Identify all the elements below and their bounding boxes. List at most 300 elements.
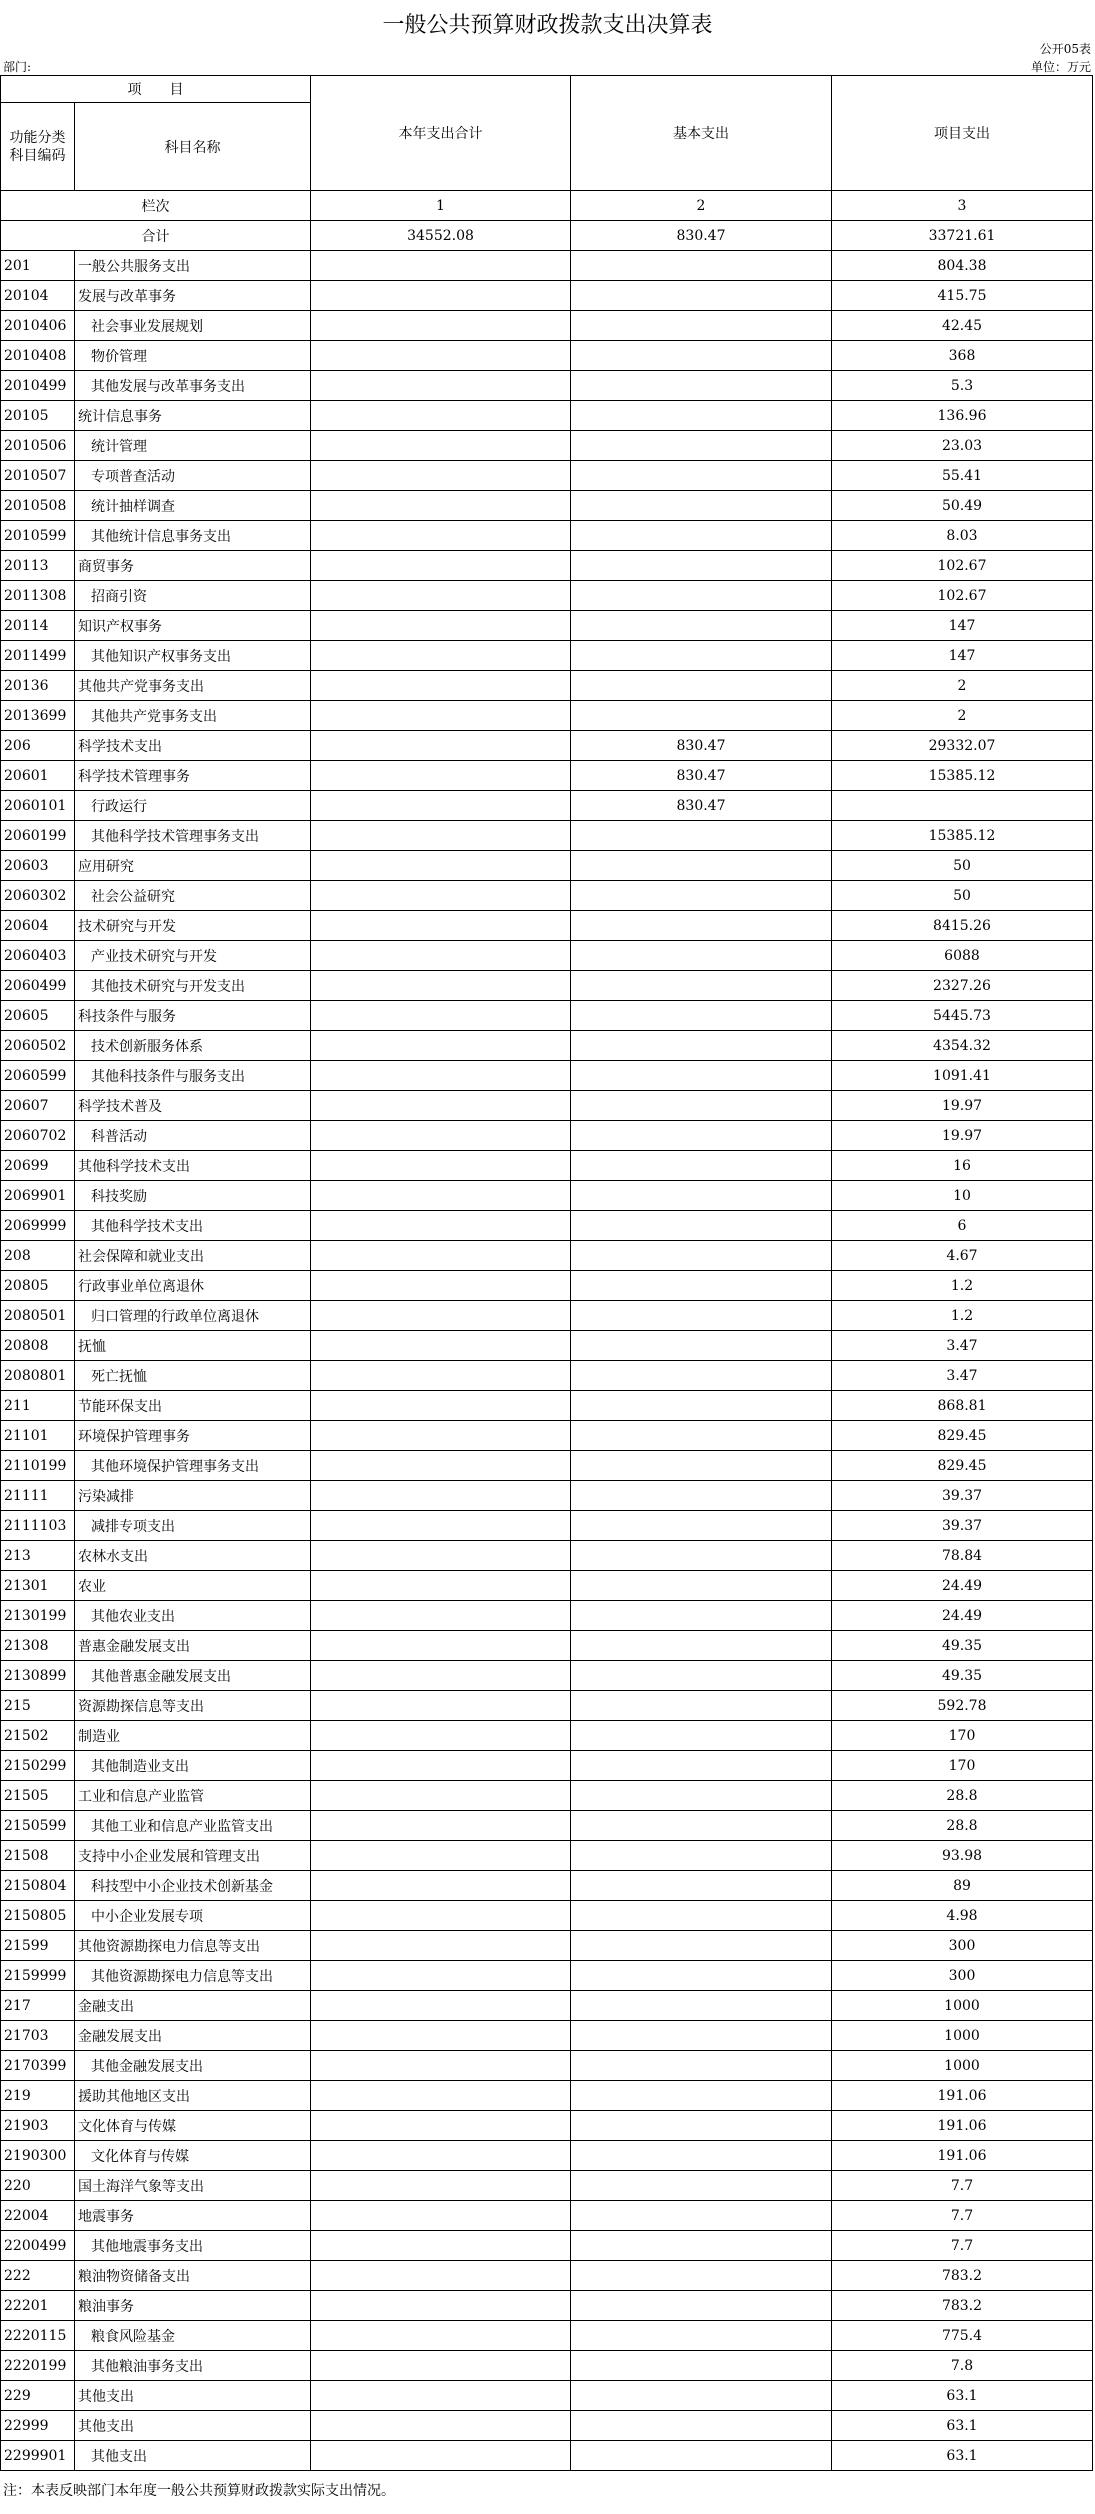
- row-total: [311, 1271, 571, 1301]
- row-basic: [571, 2081, 832, 2111]
- row-project: 415.75: [832, 281, 1093, 311]
- row-name: 知识产权事务: [75, 611, 311, 641]
- row-project: 783.2: [832, 2261, 1093, 2291]
- row-code: 20604: [1, 911, 75, 941]
- row-code: 2130899: [1, 1661, 75, 1691]
- row-code: 20607: [1, 1091, 75, 1121]
- row-total: [311, 1301, 571, 1331]
- row-project: 8415.26: [832, 911, 1093, 941]
- row-code: 21508: [1, 1841, 75, 1871]
- column-index-1: 1: [311, 191, 571, 221]
- table-row: [1, 2141, 1093, 2171]
- row-name: 技术创新服务体系: [75, 1031, 311, 1061]
- row-code: 2159999: [1, 1961, 75, 1991]
- row-total: [311, 1841, 571, 1871]
- row-project: 1000: [832, 2021, 1093, 2051]
- row-total: [311, 1451, 571, 1481]
- row-total: [311, 1181, 571, 1211]
- row-name: 专项普查活动: [75, 461, 311, 491]
- row-name: 社会事业发展规划: [75, 311, 311, 341]
- table-row: [1, 971, 1093, 1001]
- row-basic: [571, 2441, 832, 2471]
- row-total: [311, 1901, 571, 1931]
- row-name: 援助其他地区支出: [75, 2081, 311, 2111]
- total-row-basic: 830.47: [571, 221, 832, 251]
- row-project: 191.06: [832, 2111, 1093, 2141]
- row-name: 招商引资: [75, 581, 311, 611]
- row-project: 3.47: [832, 1331, 1093, 1361]
- row-code: 2130199: [1, 1601, 75, 1631]
- table-row: [1, 731, 1093, 761]
- row-basic: [571, 1841, 832, 1871]
- row-code: 20699: [1, 1151, 75, 1181]
- row-basic: [571, 1241, 832, 1271]
- table-row: [1, 1001, 1093, 1031]
- row-code: 20603: [1, 851, 75, 881]
- page-title: 一般公共预算财政拨款支出决算表: [382, 13, 713, 38]
- row-code: 22999: [1, 2411, 75, 2441]
- row-basic: [571, 1571, 832, 1601]
- row-project: 63.1: [832, 2411, 1093, 2441]
- row-basic: [571, 1541, 832, 1571]
- row-basic: 830.47: [571, 791, 832, 821]
- row-total: [311, 2261, 571, 2291]
- row-code: 2150804: [1, 1871, 75, 1901]
- row-basic: [571, 311, 832, 341]
- row-total: [311, 2381, 571, 2411]
- table-row: [1, 671, 1093, 701]
- row-name: 科学技术管理事务: [75, 761, 311, 791]
- table-row: [1, 2051, 1093, 2081]
- row-basic: [571, 1871, 832, 1901]
- row-code: 21703: [1, 2021, 75, 2051]
- row-basic: [571, 701, 832, 731]
- table-row: [1, 1481, 1093, 1511]
- row-total: [311, 491, 571, 521]
- row-basic: [571, 971, 832, 1001]
- row-project: 102.67: [832, 551, 1093, 581]
- row-total: [311, 1691, 571, 1721]
- row-name: 污染减排: [75, 1481, 311, 1511]
- row-code: 2111103: [1, 1511, 75, 1541]
- row-project: 7.7: [832, 2201, 1093, 2231]
- table-row: [1, 401, 1093, 431]
- row-basic: [571, 491, 832, 521]
- row-name: 其他普惠金融发展支出: [75, 1661, 311, 1691]
- row-name: 中小企业发展专项: [75, 1901, 311, 1931]
- row-basic: [571, 641, 832, 671]
- row-total: [311, 1931, 571, 1961]
- row-code: 21903: [1, 2111, 75, 2141]
- row-basic: [571, 1991, 832, 2021]
- row-basic: [571, 1331, 832, 1361]
- row-basic: [571, 1421, 832, 1451]
- row-total: [311, 881, 571, 911]
- row-basic: [571, 881, 832, 911]
- row-total: [311, 1121, 571, 1151]
- form-number: 公开05表: [1039, 42, 1091, 56]
- row-code: 2060199: [1, 821, 75, 851]
- table-row: [1, 2411, 1093, 2441]
- table-row: [1, 1571, 1093, 1601]
- row-basic: 830.47: [571, 731, 832, 761]
- row-project: [832, 791, 1093, 821]
- row-project: 829.45: [832, 1421, 1093, 1451]
- row-project: 7.7: [832, 2231, 1093, 2261]
- table-row: [1, 2111, 1093, 2141]
- row-total: [311, 2441, 571, 2471]
- row-code: 2013699: [1, 701, 75, 731]
- row-name: 普惠金融发展支出: [75, 1631, 311, 1661]
- row-code: 2060599: [1, 1061, 75, 1091]
- row-total: [311, 551, 571, 581]
- row-code: 20136: [1, 671, 75, 701]
- row-total: [311, 2081, 571, 2111]
- row-total: [311, 761, 571, 791]
- row-project: 93.98: [832, 1841, 1093, 1871]
- row-project: 15385.12: [832, 761, 1093, 791]
- row-total: [311, 2201, 571, 2231]
- row-name: 商贸事务: [75, 551, 311, 581]
- row-name: 环境保护管理事务: [75, 1421, 311, 1451]
- table-row: [1, 1721, 1093, 1751]
- row-code: 2010507: [1, 461, 75, 491]
- row-name: 其他统计信息事务支出: [75, 521, 311, 551]
- table-row: [1, 1541, 1093, 1571]
- row-basic: [571, 1811, 832, 1841]
- row-project: 29332.07: [832, 731, 1093, 761]
- row-name: 科学技术普及: [75, 1091, 311, 1121]
- row-name: 资源勘探信息等支出: [75, 1691, 311, 1721]
- row-name: 其他金融发展支出: [75, 2051, 311, 2081]
- row-project: 42.45: [832, 311, 1093, 341]
- row-code: 2150805: [1, 1901, 75, 1931]
- table-row: [1, 641, 1093, 671]
- row-code: 2060101: [1, 791, 75, 821]
- table-row: [1, 551, 1093, 581]
- row-project: 6: [832, 1211, 1093, 1241]
- row-total: [311, 941, 571, 971]
- row-project: 39.37: [832, 1481, 1093, 1511]
- table-row: [1, 1811, 1093, 1841]
- table-row: [1, 251, 1093, 281]
- row-name: 其他资源勘探电力信息等支出: [75, 1961, 311, 1991]
- row-code: 2220115: [1, 2321, 75, 2351]
- table-row: [1, 2081, 1093, 2111]
- row-project: 170: [832, 1721, 1093, 1751]
- row-project: 49.35: [832, 1631, 1093, 1661]
- row-basic: [571, 551, 832, 581]
- row-name: 粮食风险基金: [75, 2321, 311, 2351]
- row-code: 2069901: [1, 1181, 75, 1211]
- row-name: 其他地震事务支出: [75, 2231, 311, 2261]
- row-name: 科技型中小企业技术创新基金: [75, 1871, 311, 1901]
- row-basic: [571, 1631, 832, 1661]
- row-code: 21505: [1, 1781, 75, 1811]
- row-total: [311, 1151, 571, 1181]
- row-code: 20605: [1, 1001, 75, 1031]
- row-name: 其他科学技术支出: [75, 1211, 311, 1241]
- column-index-2: 2: [571, 191, 832, 221]
- row-project: 50: [832, 851, 1093, 881]
- row-name: 节能环保支出: [75, 1391, 311, 1421]
- row-project: 300: [832, 1931, 1093, 1961]
- row-total: [311, 2411, 571, 2441]
- row-code: 22201: [1, 2291, 75, 2321]
- row-basic: [571, 2321, 832, 2351]
- row-total: [311, 1211, 571, 1241]
- row-code: 2060499: [1, 971, 75, 1001]
- table-row: [1, 1121, 1093, 1151]
- row-name: 农林水支出: [75, 1541, 311, 1571]
- row-code: 2150299: [1, 1751, 75, 1781]
- row-name: 产业技术研究与开发: [75, 941, 311, 971]
- row-basic: 830.47: [571, 761, 832, 791]
- table-row: [1, 1961, 1093, 1991]
- row-name: 统计信息事务: [75, 401, 311, 431]
- row-code: 2150599: [1, 1811, 75, 1841]
- table-row: [1, 941, 1093, 971]
- row-code: 2060702: [1, 1121, 75, 1151]
- row-code: 201: [1, 251, 75, 281]
- row-code: 21599: [1, 1931, 75, 1961]
- row-basic: [571, 1361, 832, 1391]
- row-name: 减排专项支出: [75, 1511, 311, 1541]
- row-basic: [571, 1751, 832, 1781]
- row-basic: [571, 401, 832, 431]
- row-project: 8.03: [832, 521, 1093, 551]
- table-row: [1, 2321, 1093, 2351]
- row-project: 147: [832, 641, 1093, 671]
- row-project: 50: [832, 881, 1093, 911]
- row-total: [311, 311, 571, 341]
- row-basic: [571, 1301, 832, 1331]
- row-project: 868.81: [832, 1391, 1093, 1421]
- row-code: 2080801: [1, 1361, 75, 1391]
- row-basic: [571, 461, 832, 491]
- row-name: 其他环境保护管理事务支出: [75, 1451, 311, 1481]
- row-project: 5.3: [832, 371, 1093, 401]
- row-basic: [571, 911, 832, 941]
- row-total: [311, 281, 571, 311]
- row-project: 24.49: [832, 1601, 1093, 1631]
- row-code: 20601: [1, 761, 75, 791]
- row-basic: [571, 1901, 832, 1931]
- row-name: 其他科技条件与服务支出: [75, 1061, 311, 1091]
- row-total: [311, 2141, 571, 2171]
- row-project: 1091.41: [832, 1061, 1093, 1091]
- row-name: 行政运行: [75, 791, 311, 821]
- row-code: 213: [1, 1541, 75, 1571]
- table-row: [1, 1241, 1093, 1271]
- row-name: 其他资源勘探电力信息等支出: [75, 1931, 311, 1961]
- row-basic: [571, 1601, 832, 1631]
- table-row: [1, 1421, 1093, 1451]
- row-code: 217: [1, 1991, 75, 2021]
- row-basic: [571, 1031, 832, 1061]
- row-code: 20104: [1, 281, 75, 311]
- row-basic: [571, 521, 832, 551]
- row-code: 219: [1, 2081, 75, 2111]
- row-code: 20105: [1, 401, 75, 431]
- row-project: 1.2: [832, 1271, 1093, 1301]
- row-basic: [571, 611, 832, 641]
- row-basic: [571, 1721, 832, 1751]
- row-project: 19.97: [832, 1091, 1093, 1121]
- table-row: [1, 1871, 1093, 1901]
- row-total: [311, 2171, 571, 2201]
- table-row: [1, 491, 1093, 521]
- row-name: 工业和信息产业监管: [75, 1781, 311, 1811]
- row-code: 2170399: [1, 2051, 75, 2081]
- row-basic: [571, 1481, 832, 1511]
- row-total: [311, 521, 571, 551]
- row-total: [311, 1241, 571, 1271]
- row-basic: [571, 2411, 832, 2441]
- row-code: 211: [1, 1391, 75, 1421]
- row-total: [311, 701, 571, 731]
- table-row: [1, 1661, 1093, 1691]
- row-code: 2010599: [1, 521, 75, 551]
- total-row-project: 33721.61: [832, 221, 1093, 251]
- row-name: 应用研究: [75, 851, 311, 881]
- row-project: 7.8: [832, 2351, 1093, 2381]
- row-name: 统计抽样调查: [75, 491, 311, 521]
- table-row: [1, 2441, 1093, 2471]
- table-row: [1, 2171, 1093, 2201]
- row-basic: [571, 1061, 832, 1091]
- row-project: 16: [832, 1151, 1093, 1181]
- footnote: 注：本表反映部门本年度一般公共预算财政拨款实际支出情况。: [3, 2483, 395, 2499]
- table-row: [1, 2201, 1093, 2231]
- row-code: 21308: [1, 1631, 75, 1661]
- row-basic: [571, 1091, 832, 1121]
- row-basic: [571, 431, 832, 461]
- row-code: 2069999: [1, 1211, 75, 1241]
- row-code: 2080501: [1, 1301, 75, 1331]
- table-row: [1, 1841, 1093, 1871]
- row-project: 2: [832, 701, 1093, 731]
- row-total: [311, 401, 571, 431]
- row-total: [311, 251, 571, 281]
- row-name: 抚恤: [75, 1331, 311, 1361]
- table-row: [1, 1151, 1093, 1181]
- row-basic: [571, 1391, 832, 1421]
- row-project: 170: [832, 1751, 1093, 1781]
- table-row: [1, 1991, 1093, 2021]
- row-code: 20113: [1, 551, 75, 581]
- project-column-header: 项目支出: [832, 76, 1093, 191]
- table-row: [1, 1361, 1093, 1391]
- row-name: 其他科学技术支出: [75, 1151, 311, 1181]
- row-project: 783.2: [832, 2291, 1093, 2321]
- row-basic: [571, 251, 832, 281]
- table-row: [1, 611, 1093, 641]
- table-row: [1, 1451, 1093, 1481]
- row-project: 39.37: [832, 1511, 1093, 1541]
- row-name: 其他制造业支出: [75, 1751, 311, 1781]
- row-basic: [571, 2021, 832, 2051]
- name-column-header: 科目名称: [75, 103, 311, 191]
- table-row: [1, 761, 1093, 791]
- row-project: 19.97: [832, 1121, 1093, 1151]
- row-code: 2200499: [1, 2231, 75, 2261]
- row-code: 21502: [1, 1721, 75, 1751]
- unit-label: 单位：万元: [1030, 60, 1091, 74]
- row-basic: [571, 671, 832, 701]
- row-total: [311, 2111, 571, 2141]
- row-project: 7.7: [832, 2171, 1093, 2201]
- row-project: 6088: [832, 941, 1093, 971]
- row-total: [311, 1961, 571, 1991]
- row-project: 4354.32: [832, 1031, 1093, 1061]
- row-project: 191.06: [832, 2081, 1093, 2111]
- row-basic: [571, 1781, 832, 1811]
- table-row: [1, 851, 1093, 881]
- row-total: [311, 1661, 571, 1691]
- row-basic: [571, 2291, 832, 2321]
- row-basic: [571, 2231, 832, 2261]
- row-code: 2060403: [1, 941, 75, 971]
- row-basic: [571, 281, 832, 311]
- row-basic: [571, 2261, 832, 2291]
- row-basic: [571, 2171, 832, 2201]
- row-project: 3.47: [832, 1361, 1093, 1391]
- row-project: 49.35: [832, 1661, 1093, 1691]
- table-row: [1, 521, 1093, 551]
- table-row: [1, 1061, 1093, 1091]
- row-project: 10: [832, 1181, 1093, 1211]
- total-row-total: 34552.08: [311, 221, 571, 251]
- row-total: [311, 1421, 571, 1451]
- row-name: 其他农业支出: [75, 1601, 311, 1631]
- row-name: 死亡抚恤: [75, 1361, 311, 1391]
- row-total: [311, 1751, 571, 1781]
- row-basic: [571, 2351, 832, 2381]
- row-name: 支持中小企业发展和管理支出: [75, 1841, 311, 1871]
- table-row: [1, 1781, 1093, 1811]
- table-row: [1, 371, 1093, 401]
- row-basic: [571, 2051, 832, 2081]
- row-total: [311, 611, 571, 641]
- table-row: [1, 1901, 1093, 1931]
- table-row: [1, 1751, 1093, 1781]
- row-basic: [571, 1151, 832, 1181]
- column-index-3: 3: [832, 191, 1093, 221]
- table-row: [1, 881, 1093, 911]
- row-basic: [571, 1931, 832, 1961]
- table-row: [1, 701, 1093, 731]
- table-row: [1, 461, 1093, 491]
- row-total: [311, 911, 571, 941]
- row-total: [311, 1811, 571, 1841]
- row-total: [311, 1481, 571, 1511]
- row-code: 21101: [1, 1421, 75, 1451]
- row-name: 其他粮油事务支出: [75, 2351, 311, 2381]
- table-row: [1, 2261, 1093, 2291]
- row-code: 2010406: [1, 311, 75, 341]
- table-row: [1, 791, 1093, 821]
- row-name: 其他支出: [75, 2411, 311, 2441]
- row-code: 2011499: [1, 641, 75, 671]
- row-project: 63.1: [832, 2441, 1093, 2471]
- row-project: 2: [832, 671, 1093, 701]
- row-basic: [571, 1121, 832, 1151]
- table-row: [1, 1631, 1093, 1661]
- row-basic: [571, 1691, 832, 1721]
- table-row: [1, 2021, 1093, 2051]
- row-total: [311, 731, 571, 761]
